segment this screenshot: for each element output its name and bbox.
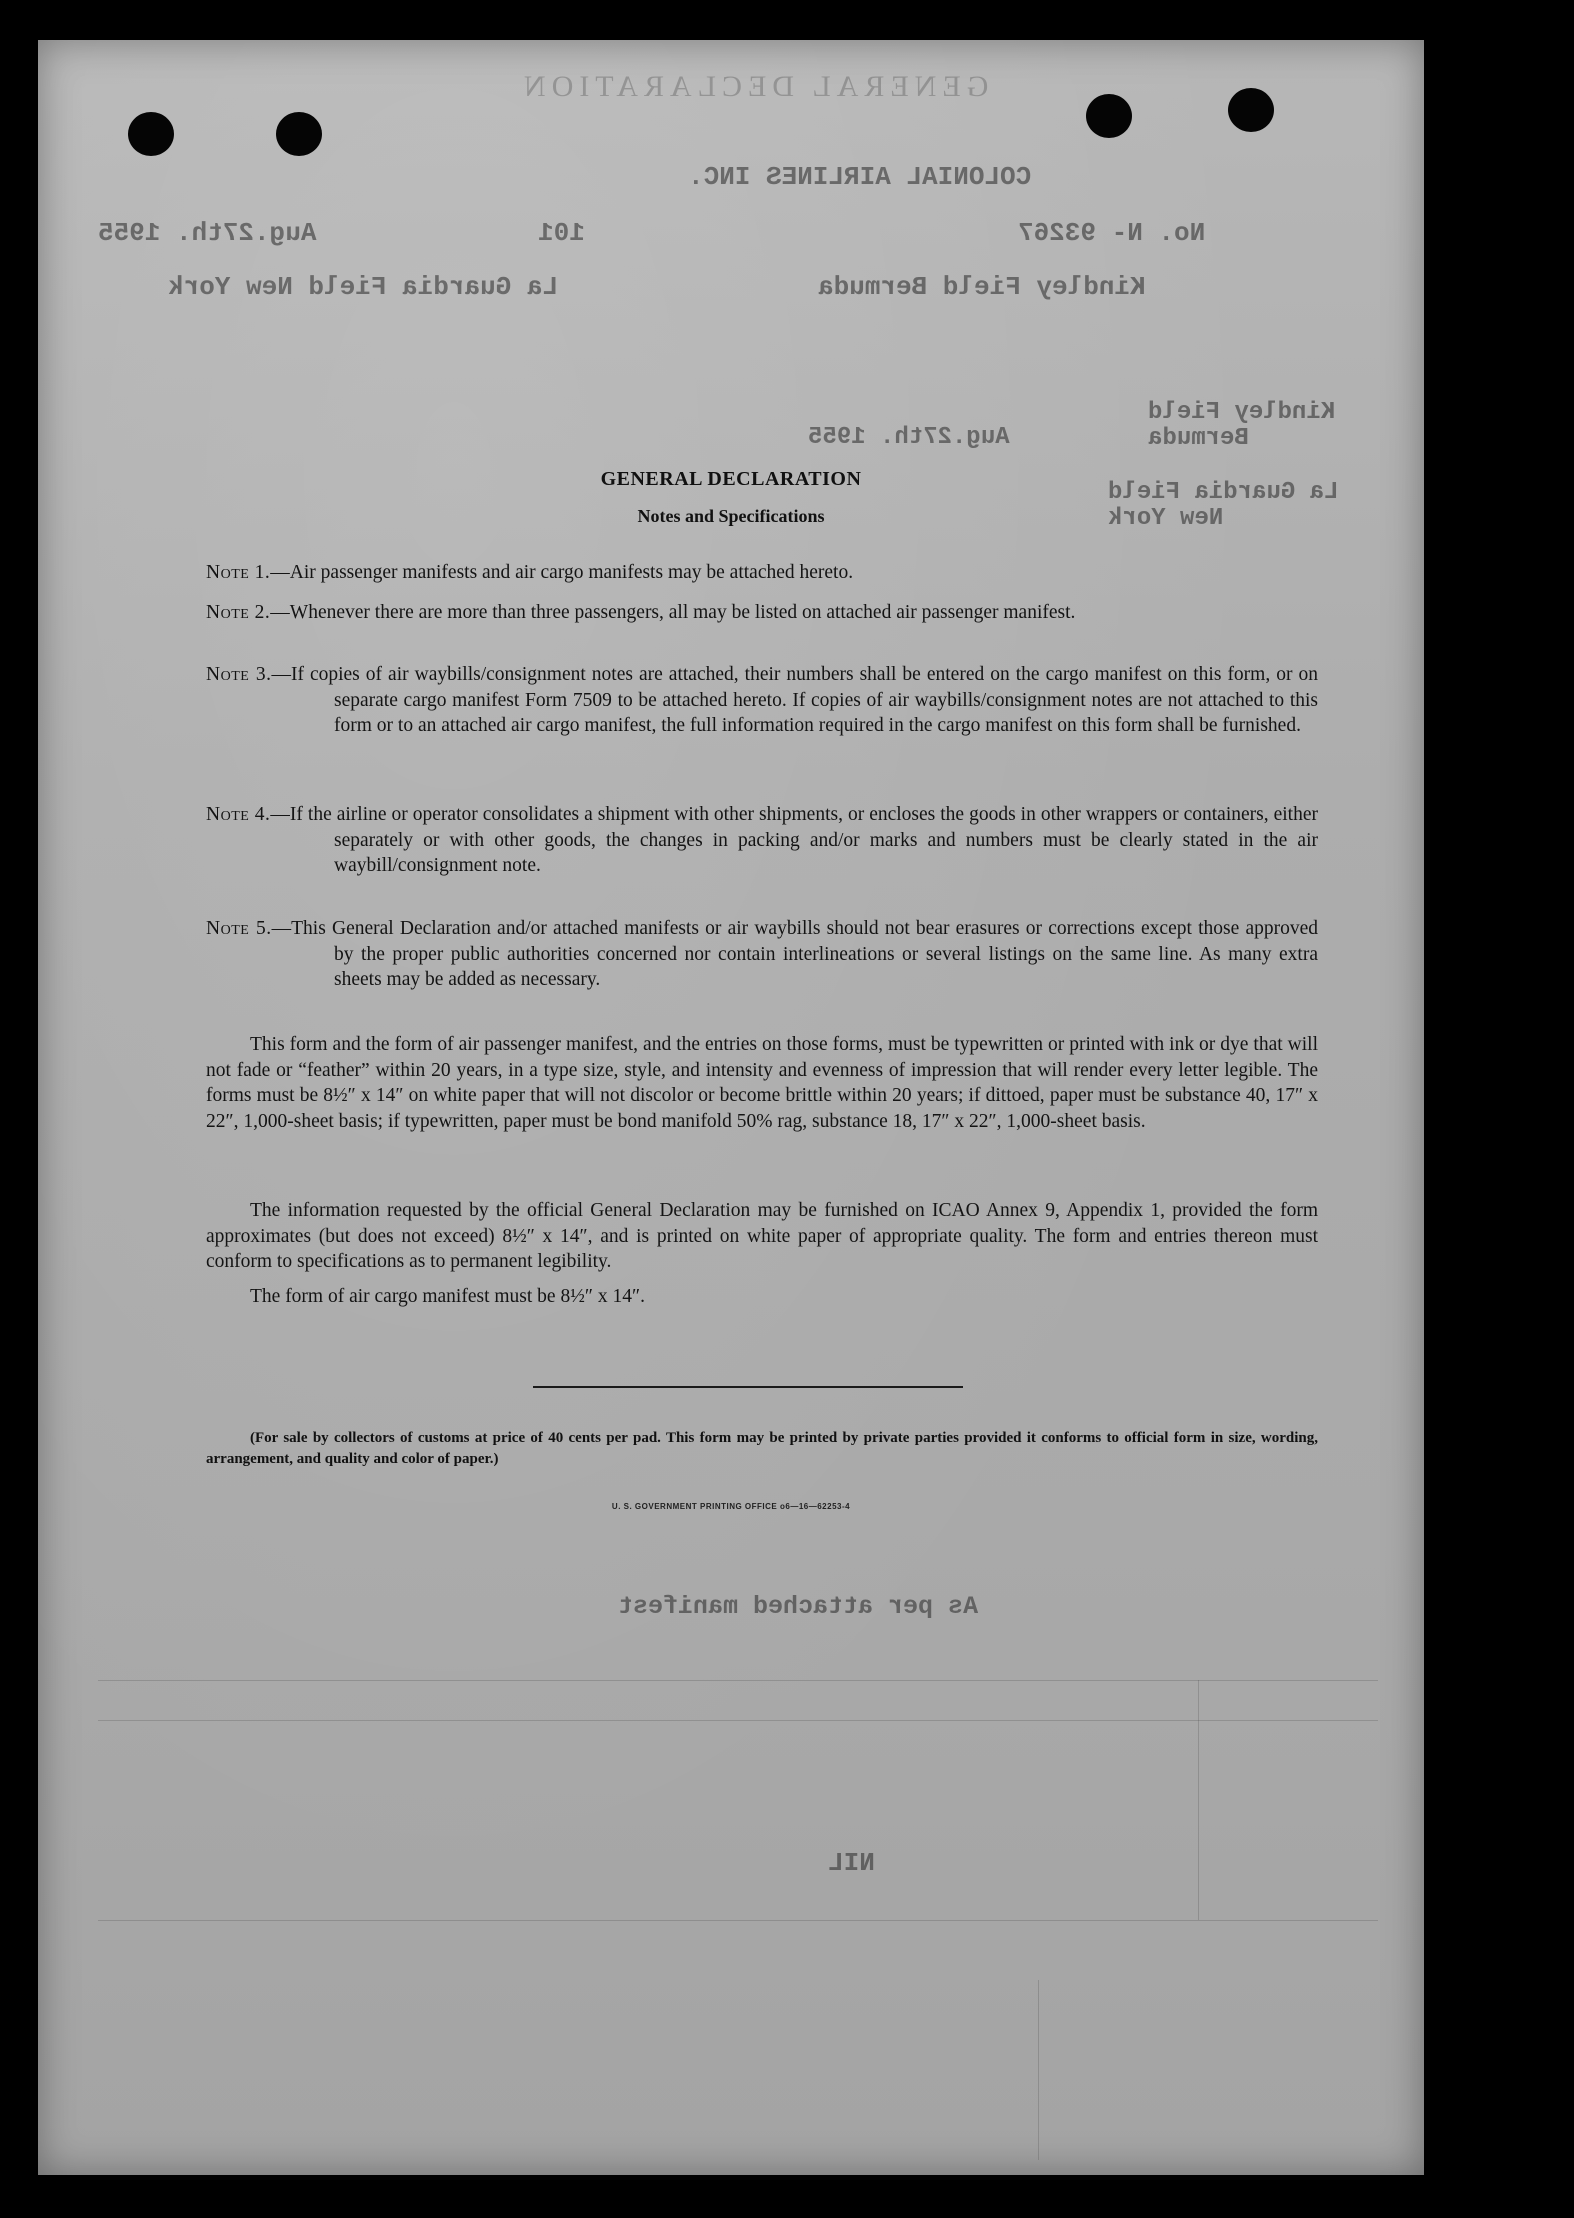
showthrough-arrival: La Guardia Field New York <box>168 272 559 302</box>
note-text: —Whenever there are more than three passengers, all may be listed on attached air passenger manifest. <box>270 602 1076 623</box>
legibility-paragraph: This form and the form of air passenger manifest, and the entries on those forms, must be typewritten or printed with ink or dye that will not fade or “feather” within 20 years, in a type size, style, and intensity and evenness of impression that will render every letter legible. The forms must be 8½″ x 14″ on white paper that will not discolor or become brittle within 20 years; if dittoed, paper must be substance 40, 17″ x 22″, 1,000-sheet basis; if typewritten, paper must be bond manifold 50% rag, substance 18, 17″ x 22″, 1,000-sheet basis. <box>206 1034 1318 1132</box>
note-1 <box>206 560 1318 586</box>
punch-hole-right-1 <box>1086 94 1132 138</box>
showthrough-itinerary-date: Aug.27th. 1955 <box>808 424 1010 451</box>
punch-hole-left-1 <box>128 112 174 156</box>
showthrough-registration: No. N- 93267 <box>1018 218 1206 248</box>
divider-rule <box>533 1386 963 1388</box>
showthrough-passengers-stamp: As per attached manifest <box>618 1592 979 1621</box>
note-text: —Air passenger manifests and air cargo manifests may be attached hereto. <box>270 562 854 583</box>
printing-office-line: U. S. GOVERNMENT PRINTING OFFICE o6—16—62253-4 <box>611 1502 851 1511</box>
note-text: —If the airline or operator consolidates a shipment with other shipments, or encloses the goods in other wrappers or containers, either separately or with other goods, the changes in packing and/or marks and numbers must be clearly stated in the air waybill/consignment note. <box>270 804 1318 876</box>
note-label: Note 2. <box>206 602 271 623</box>
showthrough-rule <box>98 1720 1378 1721</box>
note-3 <box>206 662 1318 739</box>
icao-paragraph: The information requested by the official General Declaration may be furnished on ICAO Annex 9, Appendix 1, provided the form approximates (but does not exceed) 8½″ x 14″, and is printed on white paper of appropriate quality. The form and entries thereon must conform to specifications as to permanent legibility. <box>206 1200 1318 1272</box>
punch-hole-right-2 <box>1228 88 1274 132</box>
note-4 <box>206 802 1318 879</box>
note-2 <box>206 600 1318 626</box>
cargo-manifest-size-paragraph: The form of air cargo manifest must be 8½″ x 14″. <box>250 1286 645 1307</box>
showthrough-itinerary-destination: La Guardia Field New York <box>1108 479 1339 532</box>
showthrough-rule <box>98 1680 1378 1681</box>
note-text: —If copies of air waybills/consignment notes are attached, their numbers shall be entered on the cargo manifest on this form, or on separate cargo manifest Form 7509 to be attached hereto. If copies of air waybills/consignment notes are not attached to this form or to an attached air cargo manifest, the full information required in the cargo manifest on this form shall be furnished. <box>271 664 1319 736</box>
page-subtitle: Notes and Specifications <box>637 506 825 526</box>
showthrough-rule <box>98 1920 1378 1921</box>
punch-hole-left-2 <box>276 112 322 156</box>
note-label: Note 1. <box>206 562 271 583</box>
showthrough-flight-no: 101 <box>538 218 585 248</box>
note-5 <box>206 916 1318 993</box>
note-label: Note 4. <box>206 804 271 825</box>
page-title: GENERAL DECLARATION <box>600 468 862 490</box>
showthrough-date: Aug.27th. 1955 <box>98 218 317 248</box>
document-page <box>38 40 1424 2175</box>
sale-notice: (For sale by collectors of customs at price of 40 cents per pad. This form may be printed by private parties provided it conforms to official form in size, wording, arrangement, and quality and color of paper.) <box>206 1430 1318 1467</box>
showthrough-rule <box>1198 1680 1199 1920</box>
showthrough-cargo-stamp: NIL <box>828 1848 875 1878</box>
showthrough-airline: COLONIAL AIRLINES INC. <box>688 162 1032 192</box>
showthrough-departure: Kindley Field Bermuda <box>818 272 1146 302</box>
note-text: —This General Declaration and/or attached manifests or air waybills should not bear erasures or corrections except those approved by the proper public authorities concerned nor contain interlineations or several listings on the same line. As many extra sheets may be added as necessary. <box>271 918 1319 990</box>
showthrough-rule <box>1038 1980 1039 2160</box>
note-label: Note 3. <box>206 664 272 685</box>
showthrough-form-title: GENERAL DECLARATION <box>518 70 989 103</box>
showthrough-itinerary-origin: Kindley Field Bermuda <box>1148 399 1336 452</box>
note-label: Note 5. <box>206 918 272 939</box>
